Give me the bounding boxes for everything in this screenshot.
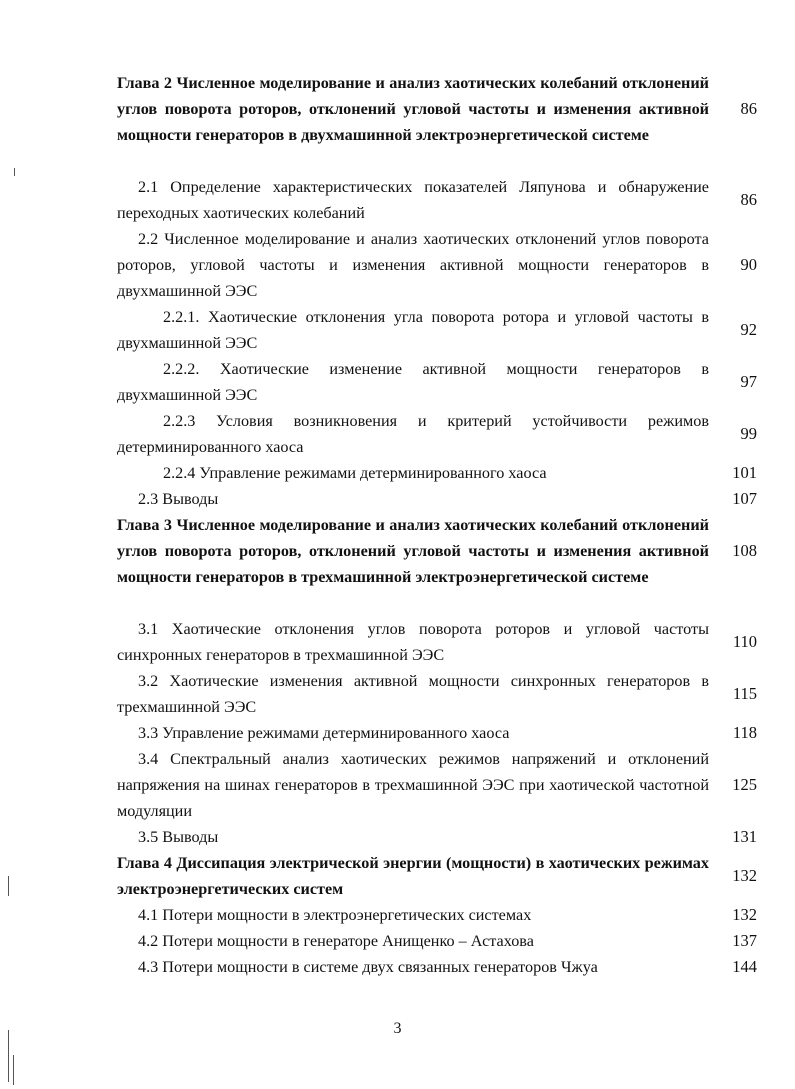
toc-entry-page: 125	[732, 775, 757, 794]
toc-entry-title: 2.3 Выводы	[138, 490, 219, 508]
toc-entry-section-4-1	[117, 902, 757, 928]
toc-entry-title: 2.2.2. Хаотические изменение активной мощности генераторов в двухмашинной ЭЭС	[117, 360, 709, 404]
toc-entry-title: 4.3 Потери мощности в системе двух связанных генераторов Чжуа	[138, 958, 598, 976]
toc-entry-section-2-3	[117, 486, 757, 512]
toc-entry-page: 144	[732, 957, 757, 976]
scan-artifact-mark	[14, 168, 15, 176]
scan-artifact-mark	[13, 1055, 14, 1085]
toc-entry-section-4-3	[117, 954, 757, 980]
toc-entry-section-2-1	[117, 174, 757, 226]
toc-entry-title: 3.2 Хаотические изменения активной мощности синхронных генераторов в трехмашинной ЭЭС	[117, 672, 709, 716]
scan-artifact-mark	[8, 1030, 9, 1082]
toc-entry-page: 86	[740, 99, 757, 118]
toc-entry-page: 92	[740, 320, 757, 339]
toc-entry-page: 90	[740, 255, 757, 274]
toc-entry-section-3-1	[117, 616, 757, 668]
toc-entry-title: 2.2.3 Условия возникновения и критерий устойчивости режимов детерминированного хаоса	[117, 412, 709, 456]
toc-entry-title: 3.4 Спектральный анализ хаотических режимов напряжений и отклонений напряжения на шинах генераторов в трехмашинной ЭЭС при хаотической частотной модуляции	[117, 750, 709, 820]
toc-entry-page: 131	[732, 827, 757, 846]
toc-entry-page: 108	[732, 541, 757, 560]
scan-artifact-mark	[8, 876, 9, 896]
toc-entry-page: 101	[732, 463, 757, 482]
toc-entry-section-2-2	[117, 226, 757, 304]
toc-entry-page: 137	[732, 931, 757, 950]
toc-entry-title: Глава 2 Численное моделирование и анализ хаотических колебаний отклонений углов поворота роторов, отклонений угловой частоты и изменения активной мощности генераторов в двухмашинной электроэнергетической системе	[117, 74, 709, 144]
toc-entry-chapter-4	[117, 850, 757, 902]
toc-entry-section-3-2	[117, 668, 757, 720]
toc-entry-chapter-2	[117, 70, 757, 148]
toc-entry-title: Глава 3 Численное моделирование и анализ хаотических колебаний отклонений углов поворота роторов, отклонений угловой частоты и изменения активной мощности генераторов в трехмашинной электроэнергетической системе	[117, 516, 709, 586]
toc-entry-title: 2.2 Численное моделирование и анализ хаотических отклонений углов поворота роторов, угловой частоты и изменения активной мощности генераторов в двухмашинной ЭЭС	[117, 230, 709, 300]
toc-entry-section-3-3	[117, 720, 757, 746]
toc-entry-title: Глава 4 Диссипация электрической энергии (мощности) в хаотических режимах электроэнергетических систем	[117, 854, 709, 898]
toc-entry-page: 97	[740, 372, 757, 391]
toc-entry-page: 86	[740, 190, 757, 209]
toc-entry-page: 115	[732, 684, 757, 703]
toc-entry-subsection-2-2-1	[117, 304, 757, 356]
toc-entry-title: 3.3 Управление режимами детерминированного хаоса	[138, 724, 510, 742]
toc-entry-page: 99	[740, 424, 757, 443]
toc-entry-title: 3.1 Хаотические отклонения углов поворота роторов и угловой частоты синхронных генераторов в трехмашинной ЭЭС	[117, 620, 709, 664]
toc-entry-page: 132	[732, 905, 757, 924]
toc-entry-title: 4.2 Потери мощности в генераторе Анищенко – Астахова	[138, 932, 534, 950]
toc-entry-section-3-5	[117, 824, 757, 850]
toc-entry-title: 2.2.4 Управление режимами детерминированного хаоса	[163, 464, 547, 482]
toc-entry-subsection-2-2-3	[117, 408, 757, 460]
toc-entry-section-4-2	[117, 928, 757, 954]
toc-entry-page: 110	[732, 632, 757, 651]
toc-entry-title: 4.1 Потери мощности в электроэнергетических системах	[138, 906, 532, 924]
toc-entry-page: 132	[732, 866, 757, 885]
toc-entry-title: 2.1 Определение характеристических показателей Ляпунова и обнаружение переходных хаотических колебаний	[117, 178, 709, 222]
toc-entry-page: 118	[732, 723, 757, 742]
page-number: 3	[393, 1020, 402, 1037]
toc-entry-title: 3.5 Выводы	[138, 828, 219, 846]
toc-entry-chapter-3	[117, 512, 757, 590]
toc-entry-title: 2.2.1. Хаотические отклонения угла поворота ротора и угловой частоты в двухмашинной ЭЭС	[117, 308, 709, 352]
toc-entry-subsection-2-2-2	[117, 356, 757, 408]
toc-entry-subsection-2-2-4	[117, 460, 757, 486]
toc-entry-page: 107	[732, 489, 757, 508]
toc-entry-section-3-4	[117, 746, 757, 824]
